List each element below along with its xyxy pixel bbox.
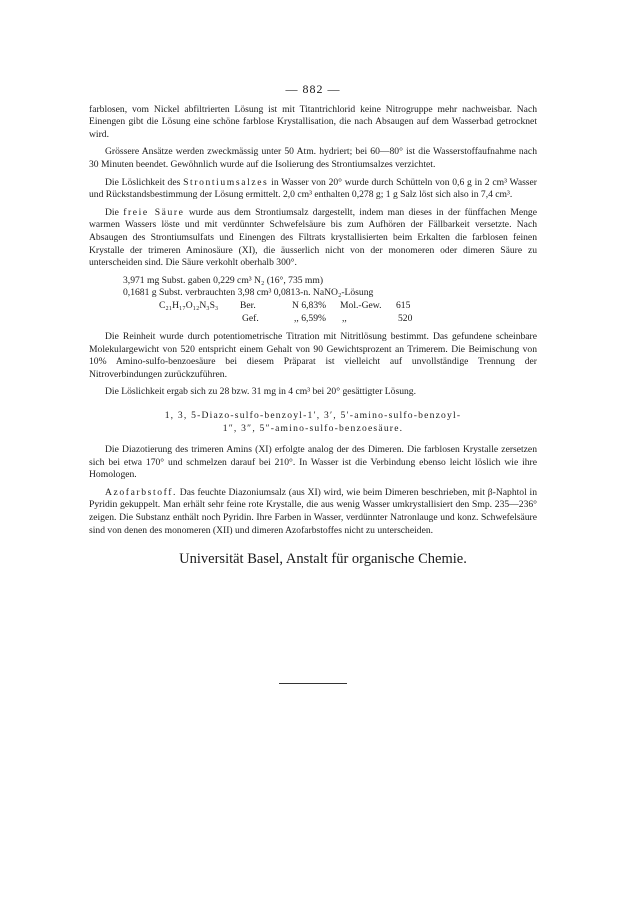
paragraph-2: Grössere Ansätze werden zweckmässig unter 50 Atm. hydriert; bei 60—80° ist die Wasserstoffaufnahme nach 30 Minuten beendet. Gewöhnlich wurde auf die Isolierung des Strontiumsalzes verzichtet. (89, 146, 537, 170)
gef-mol-label: ,, (342, 312, 347, 324)
compound-heading-line-2: 1″, 3″, 5″-amino-sulfo-benzoesäure. (222, 423, 404, 435)
paragraph-5: Die Reinheit wurde durch potentiometrische Titration mit Nitritlösung bestimmt. Das gefundene scheinbare Molekulargewicht von 520 entspricht einem Gehalt von 90 Gewichtsprozent an Trimerem. Die Beimischung von 10% Amino-sulfo-benzoesäure bei diesem Präparat ist vielleicht auf unvollständige Trennung der Nitroverbindungen zurückzuführen. (89, 331, 537, 380)
p4-text-b: wurde aus dem Strontiumsalz dargestellt, indem man dieses in der fünffachen Menge warmen Wassers löste und mit verdünnter Schwefelsäure bis zum Aufhören der Fällbarkeit versetzte. Nach Absaugen des Strontiumsulfats und Einengen des Filtrats krystallisierten beim Erkalten die farblosen feinen Krystalle der trimeren Aminosäure (XI), die äusserlich nicht von der monomeren oder dimeren Säure zu unterscheiden sind. Die Säure verkohlt oberhalb 300°. (89, 206, 537, 269)
ber-mol-label: Mol.-Gew. (340, 299, 382, 311)
p8-spaced-term: Azofarbstoff. (105, 486, 178, 498)
analysis-line-1: 3,971 mg Subst. gaben 0,229 cm³ N₂ (16°, 735 mm) (123, 274, 324, 286)
p8-text-b: Das feuchte Diazoniumsalz (aus XI) wird, wie beim Dimeren beschrieben, mit β-Naphtol in Pyridin gekuppelt. Man erhält sehr feine rote Krystalle, die aus wenig Wasser umkrystallisiert den Smp. 235—236° zeigen. Die Substanz enthält noch Pyridin. Ihre Farben in Wasser, verdünnter Natronlauge und konz. Schwefelsäure sind von denen des monomeren (XII) und dimeren Azofarbstoffes nicht zu unterscheiden. (89, 486, 537, 536)
analysis-line-2: 0,1681 g Subst. verbrauchten 3,98 cm³ 0,0813-n. NaNO₂-Lösung (123, 287, 374, 299)
paper-page (89, 83, 537, 566)
p4-text-a: Die (105, 206, 124, 218)
analysis-calculated (89, 300, 537, 313)
paragraph-8 (89, 487, 537, 537)
paragraph-7: Die Diazotierung des trimeren Amins (XI) erfolgte analog der des Dimeren. Die farblosen Krystalle zersetzen sich bei etwa 170° und schmelzen darauf bei 210°. In Wasser ist die Verbindung ebenso leicht löslich wie ihre Homologen. (89, 444, 537, 481)
p3-text-b: in Wasser von 20° wurde durch Schütteln von 0,6 g in 2 cm³ Wasser und Rückstandsbestimmung der Lösung ermittelt. 2,0 cm³ enthalten 0,278 g; 1 g Salz löst sich also in 7,4 cm³. (89, 176, 537, 201)
compound-heading-line-1: 1, 3, 5-Diazo-sulfo-benzoyl-1′, 3′, 5′-amino-sulfo-benzoyl- (164, 410, 462, 422)
institution-signature: Universität Basel, Anstalt für organische Chemie. (179, 551, 467, 568)
gef-label: Gef. (242, 312, 259, 324)
paragraph-1: farblosen, vom Nickel abfiltrierten Lösung ist mit Titantrichlorid keine Nitrogruppe mehr nachweisbar. Nach Einengen gibt die Lösung eine schöne farblose Krystallisation, die nach Absaugen auf dem Wasserbad getrocknet wird. (89, 103, 537, 140)
gef-mol-value: 520 (398, 312, 413, 324)
ber-mol-value: 615 (396, 299, 411, 311)
page-number: — 882 — (285, 82, 341, 96)
end-rule (279, 683, 347, 684)
paragraph-3 (89, 177, 537, 202)
paragraph-4 (89, 207, 537, 270)
p3-text-a: Die Löslichkeit des (105, 176, 184, 188)
compound-heading (89, 409, 537, 435)
molecular-formula: C₂₁H₁₇O₁₂N₃S₃ (159, 299, 219, 311)
analysis-block (89, 275, 537, 325)
ber-nitrogen: N 6,83% (292, 299, 327, 311)
gef-nitrogen: ,, 6,59% (294, 312, 326, 324)
p4-spaced-term: freie Säure (123, 206, 185, 218)
paragraph-6: Die Löslichkeit ergab sich zu 28 bzw. 31 mg in 4 cm³ bei 20° gesättigter Lösung. (105, 386, 416, 398)
p3-spaced-term: Strontiumsalzes (183, 176, 269, 188)
ber-label: Ber. (240, 299, 256, 311)
analysis-found (89, 313, 537, 326)
